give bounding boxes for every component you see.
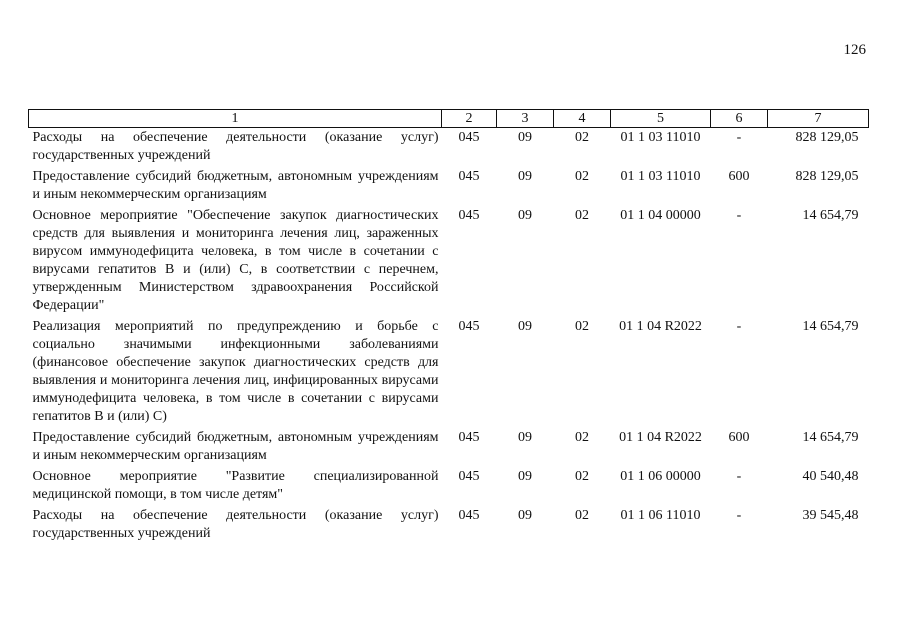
table-row xyxy=(29,167,869,206)
row-subsection: 02 xyxy=(575,469,589,484)
row-target-article: 01 1 06 00000 xyxy=(620,469,701,484)
table-row xyxy=(29,428,869,467)
row-description: Расходы на обеспечение деятельности (оказание услуг) государственных учреждений xyxy=(32,130,439,163)
table-row xyxy=(29,506,869,545)
column-header-6: 6 xyxy=(711,110,768,128)
row-amount: 14 654,79 xyxy=(802,208,859,223)
row-target-article: 01 1 04 R2022 xyxy=(619,430,702,445)
row-section: 09 xyxy=(518,169,532,184)
row-target-article: 01 1 03 11010 xyxy=(620,130,701,145)
row-subsection: 02 xyxy=(575,130,589,145)
column-header-5: 5 xyxy=(611,110,711,128)
row-description: Расходы на обеспечение деятельности (оказание услуг) государственных учреждений xyxy=(32,508,439,541)
column-header-2: 2 xyxy=(442,110,497,128)
row-amount: 14 654,79 xyxy=(802,319,859,334)
table-row xyxy=(29,206,869,317)
row-description: Реализация мероприятий по предупреждению и борьбе с социально значимыми инфекционными заболеваниями (финансовое обеспечение закупок диагностических средств для выявления и мониторинга лечения лиц, инфицированных вирусами иммунодефицита человека, в том числе в сочетании с вирусами гепатитов В и (или) С) xyxy=(32,319,439,424)
row-grbs: 045 xyxy=(458,130,480,145)
row-expense-type: 600 xyxy=(728,430,750,445)
row-amount: 40 540,48 xyxy=(802,469,859,484)
row-expense-type: - xyxy=(736,469,742,484)
row-subsection: 02 xyxy=(575,508,589,523)
row-description: Предоставление субсидий бюджетным, автономным учреждениям и иным некоммерческим организациям xyxy=(32,430,439,463)
row-target-article: 01 1 04 R2022 xyxy=(619,319,702,334)
table-row xyxy=(29,128,869,168)
table-row xyxy=(29,317,869,428)
column-header-4: 4 xyxy=(554,110,611,128)
row-section: 09 xyxy=(518,130,532,145)
row-grbs: 045 xyxy=(458,169,480,184)
row-expense-type: 600 xyxy=(728,169,750,184)
column-header-7: 7 xyxy=(768,110,869,128)
row-amount: 39 545,48 xyxy=(802,508,859,523)
row-amount: 828 129,05 xyxy=(795,130,859,145)
row-expense-type: - xyxy=(736,508,742,523)
row-expense-type: - xyxy=(736,208,742,223)
row-section: 09 xyxy=(518,430,532,445)
row-section: 09 xyxy=(518,208,532,223)
row-expense-type: - xyxy=(736,319,742,334)
row-section: 09 xyxy=(518,469,532,484)
budget-table xyxy=(28,109,869,545)
row-section: 09 xyxy=(518,319,532,334)
row-description: Основное мероприятие "Развитие специализированной медицинской помощи, в том числе детям" xyxy=(32,469,439,502)
row-amount: 14 654,79 xyxy=(802,430,859,445)
row-section: 09 xyxy=(518,508,532,523)
row-description: Основное мероприятие "Обеспечение закупок диагностических средств для выявления и мониторинга лечения лиц, зараженных вирусом иммунодефицита человека, в том числе в сочетании с вирусами гепатитов В и (или) С, в соответствии с перечнем, утвержденным Министерством здравоохранения Российской Федерации" xyxy=(32,208,439,313)
row-subsection: 02 xyxy=(575,169,589,184)
row-grbs: 045 xyxy=(458,469,480,484)
row-grbs: 045 xyxy=(458,430,480,445)
row-target-article: 01 1 04 00000 xyxy=(620,208,701,223)
row-subsection: 02 xyxy=(575,430,589,445)
row-grbs: 045 xyxy=(458,508,480,523)
row-target-article: 01 1 03 11010 xyxy=(620,169,701,184)
row-description: Предоставление субсидий бюджетным, автономным учреждениям и иным некоммерческим организациям xyxy=(32,169,439,202)
page-number: 126 xyxy=(843,42,866,58)
row-grbs: 045 xyxy=(458,319,480,334)
column-header-1: 1 xyxy=(29,110,442,128)
row-subsection: 02 xyxy=(575,208,589,223)
table-row xyxy=(29,467,869,506)
row-subsection: 02 xyxy=(575,319,589,334)
column-header-3: 3 xyxy=(497,110,554,128)
row-expense-type: - xyxy=(736,130,742,145)
row-target-article: 01 1 06 11010 xyxy=(620,508,701,523)
row-grbs: 045 xyxy=(458,208,480,223)
row-amount: 828 129,05 xyxy=(795,169,859,184)
table-header-row xyxy=(29,110,869,128)
